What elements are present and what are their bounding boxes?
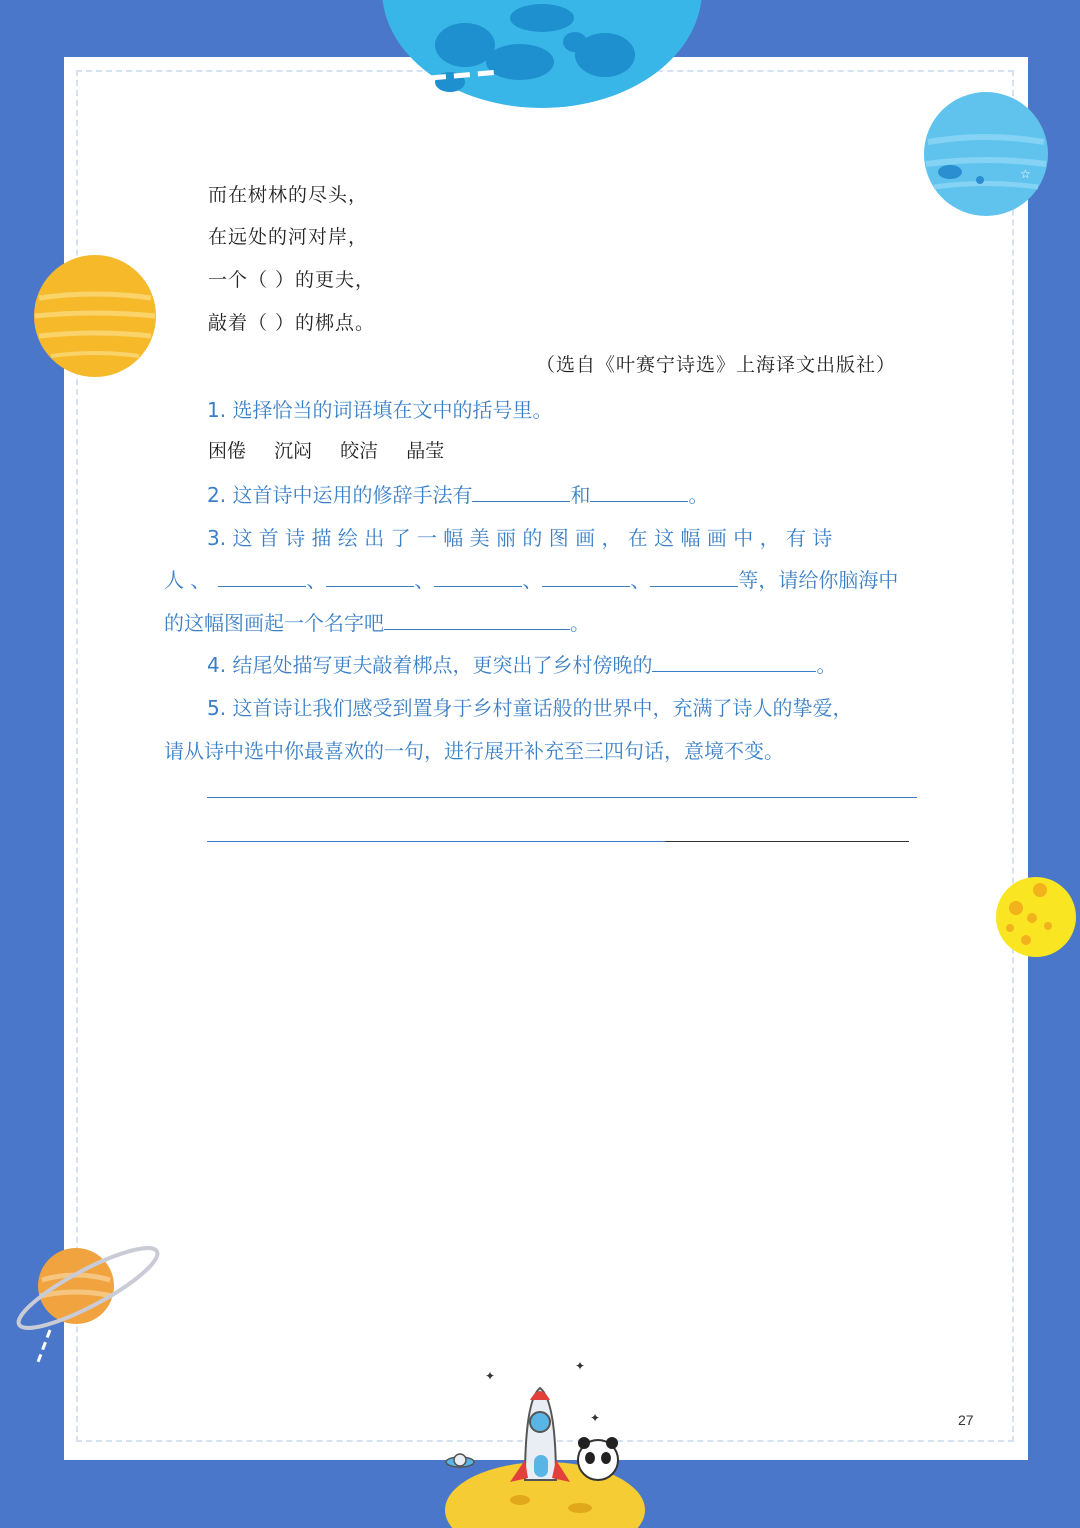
poem-line-2: 在远处的河对岸， [208,226,369,248]
separator: 、 [630,568,651,592]
question-3-line-1: 3. 这 首 诗 描 绘 出 了 一 幅 美 丽 的 图 画 ， 在 这 幅 画 中 ， 有 诗 [207,526,833,550]
answer-blank[interactable] [650,568,738,587]
word-choices [208,436,466,463]
question-3-text: 人 、 [164,568,211,592]
poem-line-4: 敲着（ ）的梆点。 [208,312,376,334]
answer-blank[interactable] [384,611,570,630]
ringed-planet-illustration [10,1240,160,1370]
question-2-text: 2. 这首诗中运用的修辞手法有 [207,483,473,507]
question-3-line-3 [164,607,590,636]
separator: 、 [306,568,327,592]
word-choice: 困倦 [208,440,247,462]
page-number: 27 [958,1412,974,1428]
answer-blank[interactable] [218,568,306,587]
rocket-panda-illustration [430,1360,660,1528]
svg-text:✦: ✦ [590,1411,601,1425]
question-2 [207,479,708,508]
word-choice: 沉闷 [274,440,313,462]
moon-top-illustration [370,0,710,110]
answer-line[interactable] [207,841,665,842]
answer-line-segment[interactable] [665,841,909,842]
question-1: 1. 选择恰当的词语填在文中的括号里。 [207,398,553,422]
svg-text:☆: ☆ [1020,167,1031,181]
question-3-text: 的这幅图画起一个名字吧 [164,611,384,635]
answer-blank[interactable] [652,653,816,672]
answer-blank[interactable] [326,568,414,587]
question-4-end: 。 [816,653,837,677]
question-2-end: 。 [688,483,709,507]
answer-blank[interactable] [434,568,522,587]
poem-line-3: 一个（ ）的更夫， [208,269,376,291]
poem-line-1: 而在树林的尽头， [208,184,369,206]
question-3-text: 等，请给你脑海中 [738,568,899,592]
blue-planet-illustration [922,92,1050,216]
orange-planet-illustration [33,254,157,378]
separator: 、 [414,568,435,592]
svg-text:✦: ✦ [485,1369,496,1383]
question-4 [207,649,836,678]
question-3-end: 。 [570,611,590,635]
answer-blank[interactable] [542,568,630,587]
question-5-line-2: 请从诗中选中你最喜欢的一句，进行展开补充至三四句话，意境不变。 [164,739,784,763]
separator: 、 [522,568,543,592]
answer-blank[interactable] [472,483,570,502]
answer-line[interactable] [207,797,917,798]
question-4-text: 4. 结尾处描写更夫敲着梆点，更突出了乡村傍晚的 [207,653,653,677]
yellow-moon-illustration [996,876,1080,958]
question-2-and: 和 [570,483,591,507]
question-3-line-2 [164,564,898,593]
poem-source: （选自《叶赛宁诗选》上海译文出版社） [536,354,897,376]
question-5-line-1: 5. 这首诗让我们感受到置身于乡村童话般的世界中，充满了诗人的挚爱， [207,696,853,720]
word-choice: 皎洁 [340,440,379,462]
answer-blank[interactable] [590,483,688,502]
word-choice: 晶莹 [406,440,445,462]
svg-text:✦: ✦ [575,1359,586,1373]
